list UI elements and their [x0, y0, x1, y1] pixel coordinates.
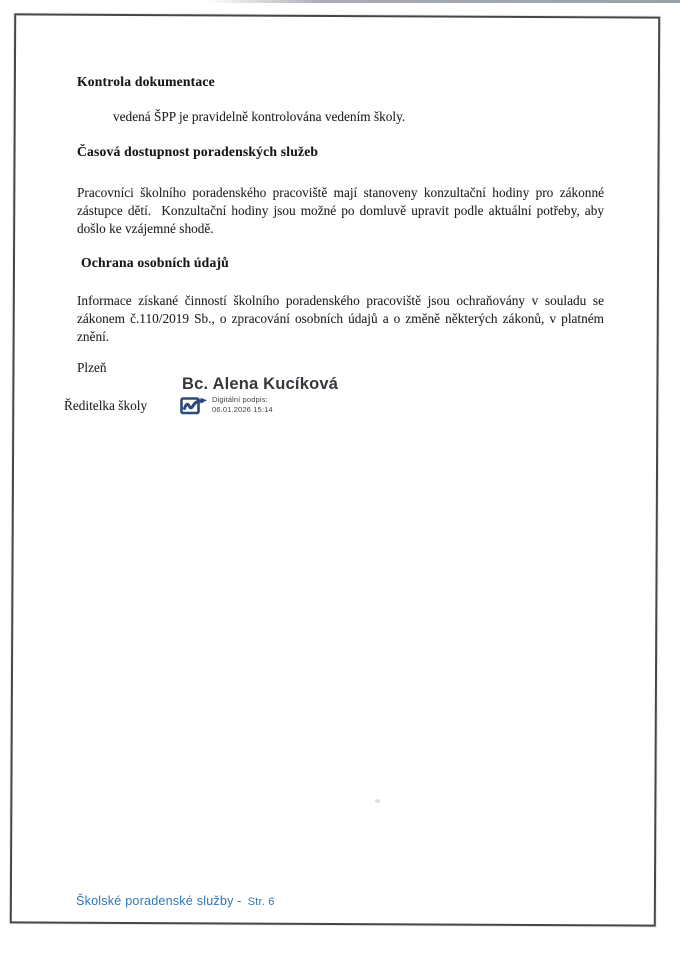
- footer-document-title: Školské poradenské služby -: [76, 894, 242, 908]
- paragraph-casova-dostupnost: Pracovníci školního poradenského pracoviště mají stanoveny konzultační hodiny pro zákonné zástupce dětí. Konzultační hodiny jsou možné po domluvě upravit podle aktuální potřeby, aby došlo ke vzájemné shodě.: [77, 185, 608, 237]
- paragraph-kontrola-dokumentace: vedená ŠPP je pravidelně kontrolována vedením školy.: [113, 109, 406, 124]
- signature-timestamp: 06.01.2026 15:14: [212, 404, 273, 414]
- scan-speck: [375, 799, 380, 803]
- signature-method-label: Digitální podpis:: [212, 395, 268, 404]
- footer-page-number: Str. 6: [247, 896, 275, 908]
- scan-artifact-line: [205, 0, 680, 3]
- place-label: Plzeň: [77, 360, 107, 375]
- heading-casova-dostupnost: Časová dostupnost poradenských služeb: [77, 144, 319, 159]
- heading-ochrana-udaju: Ochrana osobních údajů: [81, 255, 229, 270]
- paragraph-ochrana-udaju: Informace získané činností školního poradenského pracoviště jsou ochraňovány v souladu se zákonem č.110/2019 Sb., o zpracování osobních údajů a o změně některých zákonů, v platném znění.: [77, 293, 608, 345]
- heading-kontrola-dokumentace: Kontrola dokumentace: [77, 74, 215, 89]
- page-footer: [76, 894, 275, 908]
- signature-name: Bc. Alena Kucíková: [182, 375, 339, 393]
- role-label: Ředitelka školy: [64, 398, 148, 413]
